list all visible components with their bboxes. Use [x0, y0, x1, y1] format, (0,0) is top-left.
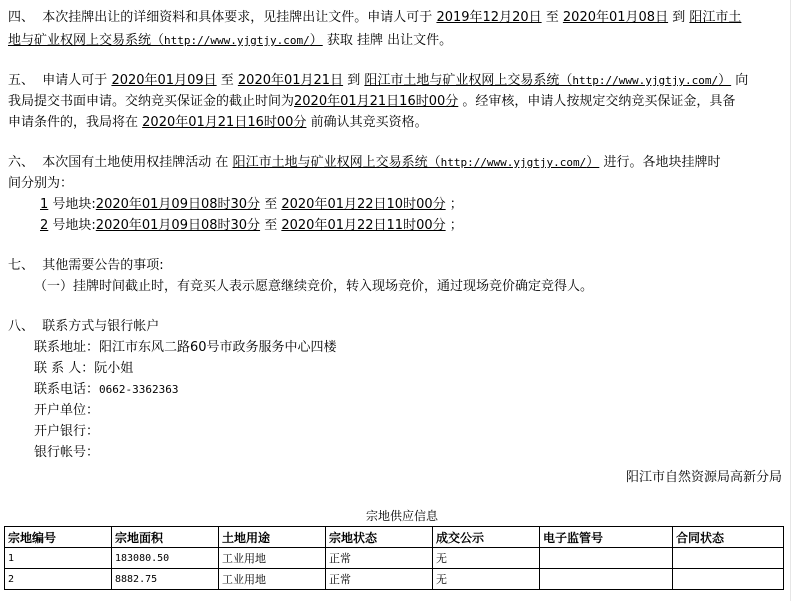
section-6-label: 六、 — [8, 155, 35, 170]
table-cell: 1 — [5, 548, 112, 569]
qualification-confirm-time: 2020年01月21日16时00分 — [142, 115, 307, 130]
contact-address: 联系地址：阳江市东风二路60号市政务服务中心四楼 — [34, 340, 337, 355]
table-cell: 2 — [5, 569, 112, 590]
section-4-start-date: 2019年12月20日 — [436, 10, 542, 25]
table-cell: 工业用地 — [219, 548, 326, 569]
col-header-supervision-no: 电子监管号 — [540, 527, 673, 548]
table-cell: 8882.75 — [112, 569, 219, 590]
section-5-label: 五、 — [8, 73, 35, 88]
table-title: 宗地供应信息 — [365, 509, 438, 523]
col-header-parcel-no: 宗地编号 — [5, 527, 112, 548]
table-cell: 工业用地 — [219, 569, 326, 590]
section-7-item-1: （一）挂牌时间截止时，有竞买人表示愿意继续竞价，转入现场竞价，通过现场竞价确定竞得人。 — [34, 279, 594, 294]
section-4-line-1: 四、 本次挂牌出让的详细资料和具体要求，见挂牌出让文件。申请人可于 2019年12月20日 至 2020年01月08日 到 阳江市土 — [8, 10, 742, 25]
section-6-line-2: 间分别为： — [8, 176, 74, 191]
table-cell: 正常 — [326, 548, 433, 569]
trading-system-link[interactable]: 阳江市土地与矿业权网上交易系统（http://www.yjgtjy.com/） — [364, 73, 732, 88]
table-cell: 无 — [433, 548, 540, 569]
section-5-line-2: 我局提交书面申请。交纳竞买保证金的截止时间为2020年01月21日16时00分 。经审核，申请人按规定交纳竞买保证金，具备 — [8, 94, 736, 109]
table-cell: 无 — [433, 569, 540, 590]
trading-system-link[interactable]: 阳江市土 — [689, 10, 742, 25]
section-4-label: 四、 — [8, 10, 35, 25]
section-5-line-3: 申请条件的，我局将在 2020年01月21日16时00分 前确认其竞买资格。 — [8, 115, 428, 130]
section-6-line-1: 六、 本次国有土地使用权挂牌活动 在 阳江市土地与矿业权网上交易系统（http://www.yjgtjy.com/） 进行。各地块挂牌时 — [8, 155, 721, 170]
table-cell — [540, 548, 673, 569]
section-5-line-1: 五、 申请人可于 2020年01月09日 至 2020年01月21日 到 阳江市土地与矿业权网上交易系统（http://www.yjgtjy.com/） 向 — [8, 73, 749, 88]
table-cell — [540, 569, 673, 590]
col-header-deal-notice: 成交公示 — [433, 527, 540, 548]
table-cell — [673, 569, 784, 590]
table-row — [5, 569, 784, 590]
col-header-area: 宗地面积 — [112, 527, 219, 548]
table-cell — [673, 548, 784, 569]
account-number: 银行帐号： — [34, 445, 100, 460]
section-4-line-2: 地与矿业权网上交易系统（http://www.yjgtjy.com/） 获取 挂牌 出让文件。 — [8, 33, 453, 48]
plot-1-schedule: 1 号地块:2020年01月09日08时30分 至 2020年01月22日10时00分 ； — [40, 197, 463, 212]
plot-2-schedule: 2 号地块:2020年01月09日08时30分 至 2020年01月22日11时00分 ； — [40, 218, 463, 233]
table-header-row — [5, 527, 784, 548]
contact-phone: 联系电话：0662-3362363 — [34, 382, 179, 397]
table-row — [5, 548, 784, 569]
issuer-signature: 阳江市自然资源局高新分局 — [625, 470, 782, 485]
table-cell: 正常 — [326, 569, 433, 590]
table-cell: 183080.50 — [112, 548, 219, 569]
col-header-contract-status: 合同状态 — [673, 527, 784, 548]
account-bank: 开户银行： — [34, 424, 100, 439]
contact-person: 联 系 人：阮小姐 — [34, 361, 134, 376]
col-header-status: 宗地状态 — [326, 527, 433, 548]
land-supply-table — [4, 526, 784, 590]
deposit-deadline: 2020年01月21日16时00分 — [294, 94, 459, 109]
trading-system-link[interactable]: 阳江市土地与矿业权网上交易系统（http://www.yjgtjy.com/） — [232, 155, 600, 170]
section-4-end-date: 2020年01月08日 — [562, 10, 669, 25]
section-7-title: 七、 其他需要公告的事项: — [8, 258, 164, 273]
section-8-title: 八、 联系方式与银行帐户 — [8, 319, 160, 334]
account-unit: 开户单位： — [34, 403, 100, 418]
trading-system-link[interactable]: 地与矿业权网上交易系统（http://www.yjgtjy.com/） — [8, 33, 323, 48]
col-header-land-use: 土地用途 — [219, 527, 326, 548]
